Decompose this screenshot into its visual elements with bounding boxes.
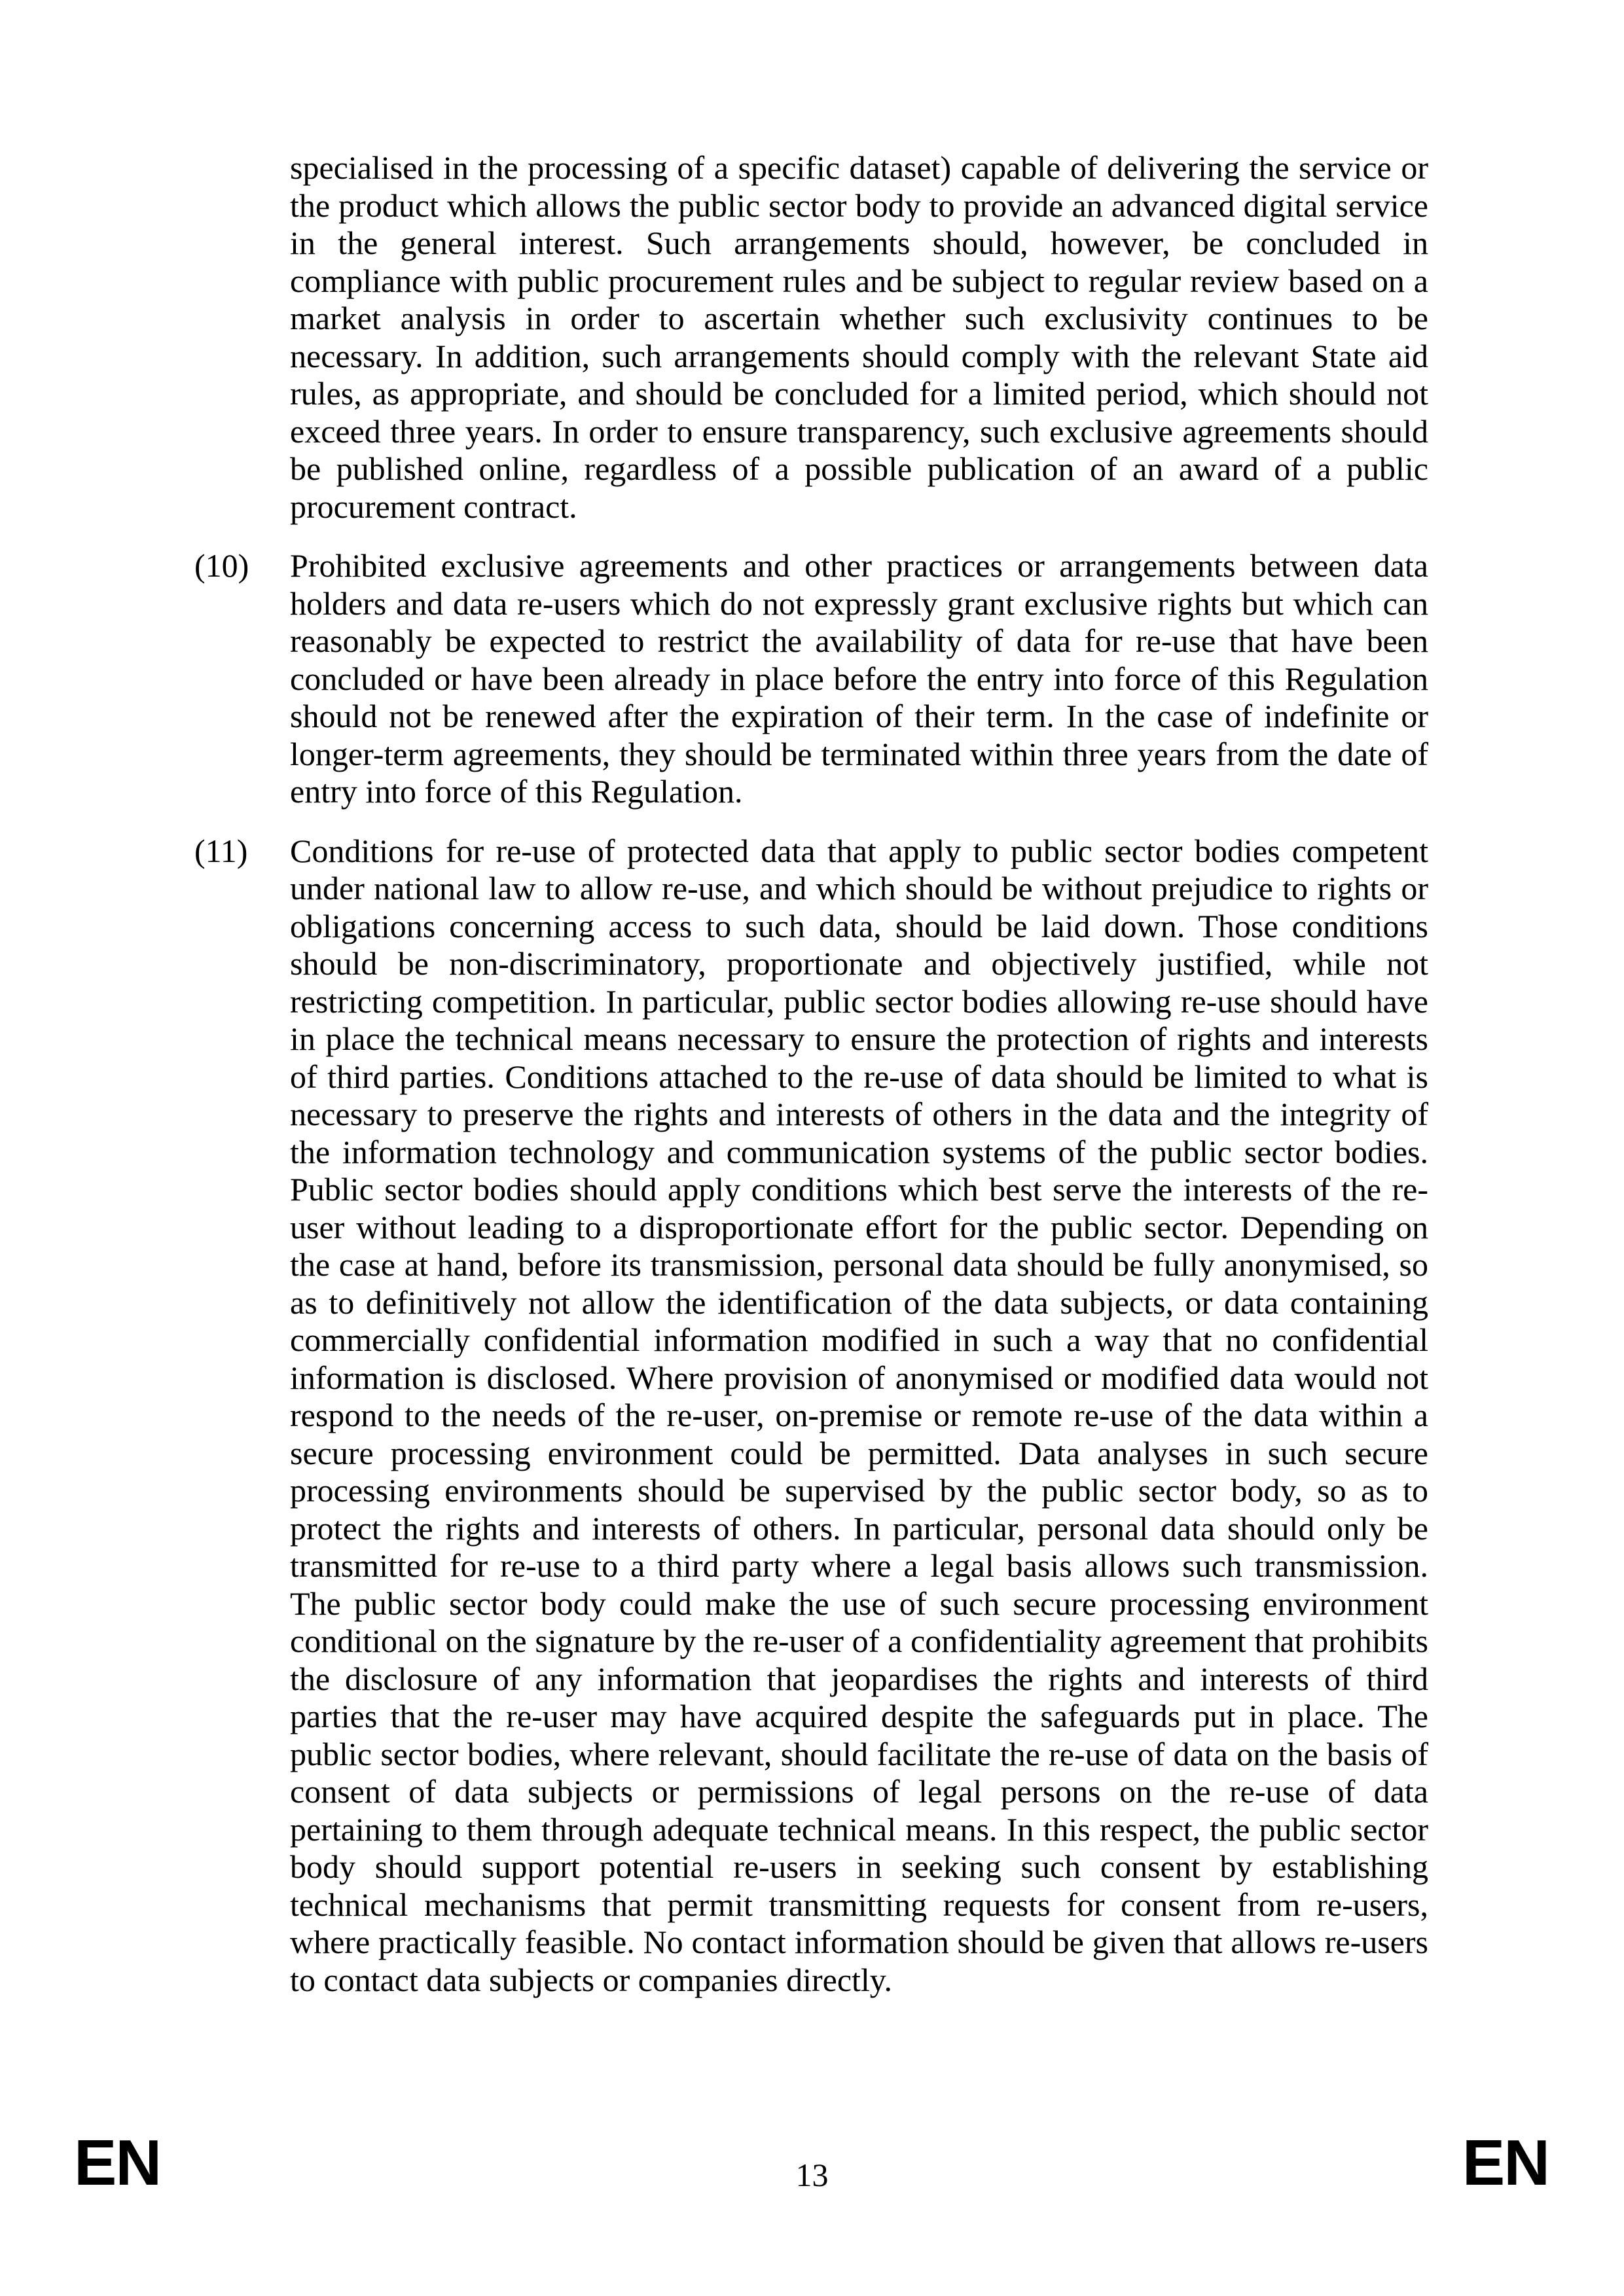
paragraph-continuation: specialised in the processing of a specific dataset) capable of delivering the service or the product which allows the public sector body to provide an advanced digital service in the general interest. Such arrangements should, however, be concluded in compliance with public procurement rules and be subject to regular review based on a market analysis in order to ascertain whether such exclusivity continues to be necessary. In addition, such arrangements should comply with the relevant State aid rules, as appropriate, and should be concluded for a limited period, which should not exceed three years. In order to ensure transparency, such exclusive agreements should be published online, regardless of a possible publication of an award of a public procurement contract.: [290, 149, 1428, 525]
recital-11: [194, 833, 1428, 2000]
footer-language-code-right: EN: [1462, 2126, 1549, 2198]
recital-11-text: Conditions for re-use of protected data that apply to public sector bodies competent under national law to allow re-use, and which should be without prejudice to rights or obligations concerning access to such data, should be laid down. Those conditions should be non-discriminatory, proportionate and objectively justified, while not restricting competition. In particular, public sector bodies allowing re-use should have in place the technical means necessary to ensure the protection of rights and interests of third parties. Conditions attached to the re-use of data should be limited to what is necessary to preserve the rights and interests of others in the data and the integrity of the information technology and communication systems of the public sector bodies. Public sector bodies should apply conditions which best serve the interests of the re-user without leading to a disproportionate effort for the public sector. Depending on the case at hand, before its transmission, personal data should be fully anonymised, so as to definitively not allow the identification of the data subjects, or data containing commercially confidential information modified in such a way that no confidential information is disclosed. Where provision of anonymised or modified data would not respond to the needs of the re-user, on-premise or remote re-use of the data within a secure processing environment could be permitted. Data analyses in such secure processing environments should be supervised by the public sector body, so as to protect the rights and interests of others. In particular, personal data should only be transmitted for re-use to a third party where a legal basis allows such transmission. The public sector body could make the use of such secure processing environment conditional on the signature by the re-user of a confidentiality agreement that prohibits the disclosure of any information that jeopardises the rights and interests of third parties that the re-user may have acquired despite the safeguards put in place. The public sector bodies, where relevant, should facilitate the re-use of data on the basis of consent of data subjects or permissions of legal persons on the re-use of data pertaining to them through adequate technical means. In this respect, the public sector body should support potential re-users in seeking such consent by establishing technical mechanisms that permit transmitting requests for consent from re-users, where practically feasible. No contact information should be given that allows re-users to contact data subjects or companies directly.: [290, 832, 1428, 1998]
recital-10-text: Prohibited exclusive agreements and other practices or arrangements between data holders and data re-users which do not expressly grant exclusive rights but which can reasonably be expected to restrict the availability of data for re-use that have been concluded or have been already in place before the entry into force of this Regulation should not be renewed after the expiration of their term. In the case of indefinite or longer-term agreements, they should be terminated within three years from the date of entry into force of this Regulation.: [290, 547, 1428, 810]
document-body: [194, 149, 1428, 1999]
recital-10-number: (10): [194, 547, 249, 584]
recital-11-number: (11): [194, 832, 248, 869]
footer-language-code-left: EN: [74, 2126, 161, 2198]
recital-10: [194, 547, 1428, 811]
page-number: 13: [795, 2157, 829, 2193]
